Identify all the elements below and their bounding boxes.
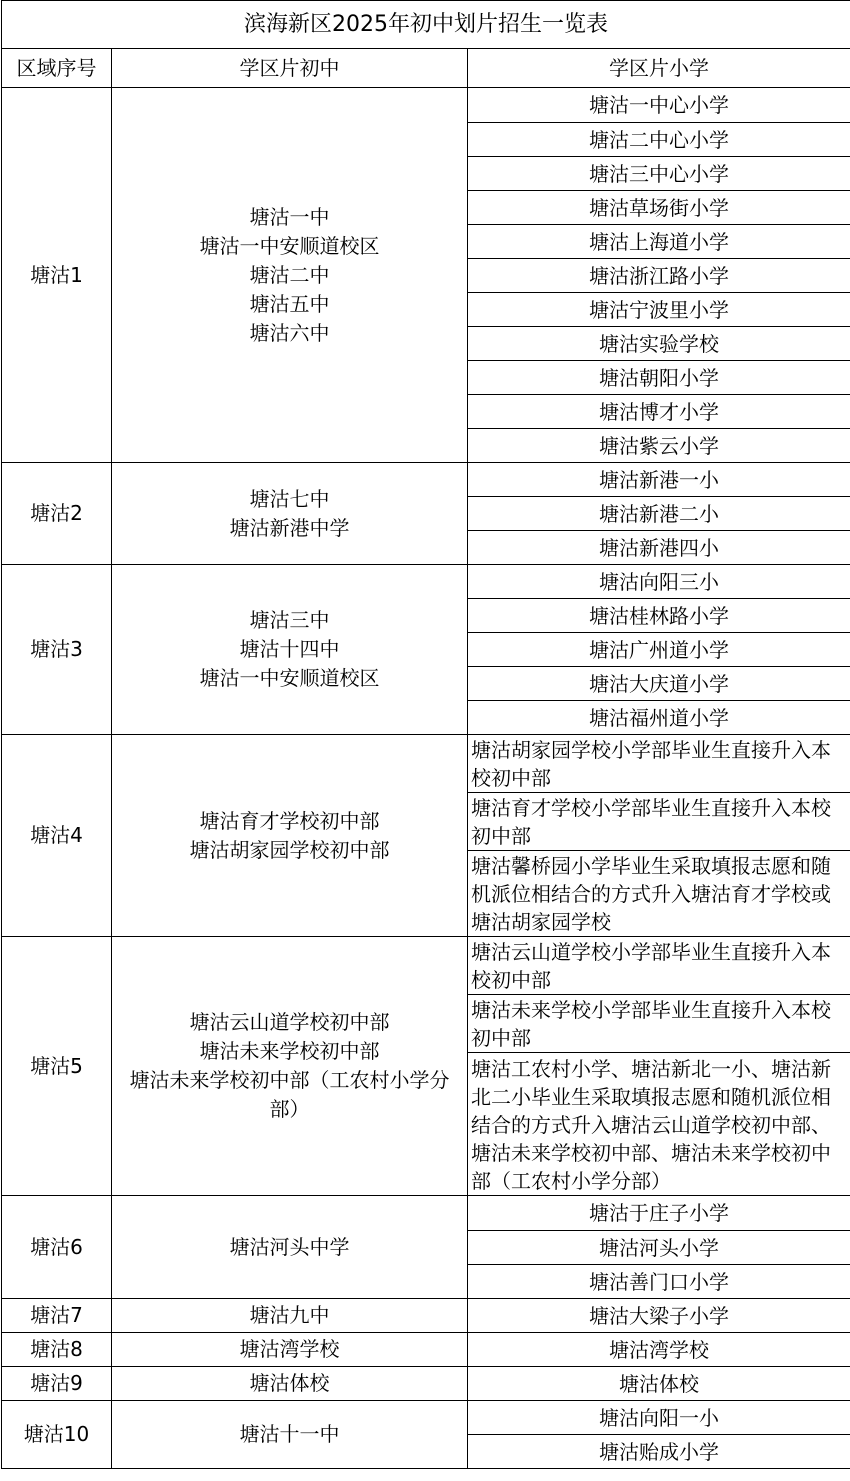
region-cell: 塘沽6	[2, 1196, 112, 1299]
region-cell: 塘沽8	[2, 1333, 112, 1367]
table-row	[2, 88, 850, 123]
middle-school-name: 塘沽河头中学	[229, 1234, 350, 1259]
table-row	[2, 1299, 850, 1333]
primary-school-cell: 塘沽新港二小	[468, 497, 850, 531]
middle-school-cell	[112, 735, 468, 937]
region-cell: 塘沽10	[2, 1401, 112, 1469]
region-cell: 塘沽7	[2, 1299, 112, 1333]
middle-school-cell	[112, 463, 468, 565]
table-row	[2, 463, 850, 497]
primary-school-cell: 塘沽善门口小学	[468, 1265, 850, 1299]
table-row	[2, 735, 850, 793]
middle-school-cell	[112, 1333, 468, 1367]
middle-school-name: 塘沽未来学校初中部（工农村小学分部）	[129, 1068, 450, 1121]
primary-school-cell: 塘沽紫云小学	[468, 429, 850, 463]
region-cell: 塘沽1	[2, 88, 112, 463]
table-row	[2, 1367, 850, 1401]
middle-school-name: 塘沽一中	[249, 204, 330, 229]
primary-school-cell: 塘沽新港四小	[468, 531, 850, 565]
primary-school-cell: 塘沽博才小学	[468, 395, 850, 429]
table-row	[2, 1196, 850, 1231]
middle-school-name: 塘沽六中	[249, 320, 330, 345]
middle-school-name: 塘沽一中安顺道校区	[199, 666, 380, 690]
middle-school-cell	[112, 1401, 468, 1469]
primary-school-cell: 塘沽于庄子小学	[468, 1196, 850, 1231]
primary-school-cell: 塘沽二中心小学	[468, 123, 850, 157]
primary-school-cell: 塘沽新港一小	[468, 463, 850, 497]
header-middle-school: 学区片初中	[112, 49, 468, 88]
primary-school-cell: 塘沽朝阳小学	[468, 361, 850, 395]
region-cell: 塘沽2	[2, 463, 112, 565]
table-body	[2, 88, 850, 1469]
primary-school-cell: 塘沽实验学校	[468, 327, 850, 361]
primary-school-cell: 塘沽胡家园学校小学部毕业生直接升入本校初中部	[468, 735, 850, 793]
middle-school-name: 塘沽未来学校初中部	[199, 1039, 380, 1063]
middle-school-name: 塘沽五中	[249, 291, 330, 316]
table-title: 滨海新区2025年初中划片招生一览表	[2, 1, 850, 49]
primary-school-cell: 塘沽三中心小学	[468, 157, 850, 191]
header-primary-school: 学区片小学	[468, 49, 850, 88]
middle-school-name: 塘沽云山道学校初中部	[189, 1010, 390, 1034]
primary-school-cell: 塘沽工农村小学、塘沽新北一小、塘沽新北二小毕业生采取填报志愿和随机派位相结合的方式升入塘沽云山道学校初中部、塘沽未来学校初中部、塘沽未来学校初中部（工农村小学分部）	[468, 1053, 850, 1196]
primary-school-cell: 塘沽贻成小学	[468, 1435, 850, 1469]
enrollment-table	[1, 0, 850, 1469]
primary-school-cell: 塘沽向阳三小	[468, 565, 850, 599]
header-region: 区域序号	[2, 49, 112, 88]
primary-school-cell: 塘沽大庆道小学	[468, 667, 850, 701]
middle-school-name: 塘沽七中	[249, 486, 330, 511]
region-cell: 塘沽3	[2, 565, 112, 735]
table-row	[2, 565, 850, 599]
primary-school-cell: 塘沽上海道小学	[468, 225, 850, 259]
middle-school-name: 塘沽育才学校初中部	[199, 808, 380, 833]
table-row	[2, 937, 850, 995]
primary-school-cell: 塘沽浙江路小学	[468, 259, 850, 293]
middle-school-name: 塘沽体校	[249, 1371, 330, 1395]
region-cell: 塘沽5	[2, 937, 112, 1196]
region-cell: 塘沽9	[2, 1367, 112, 1401]
region-cell: 塘沽4	[2, 735, 112, 937]
middle-school-cell	[112, 937, 468, 1196]
primary-school-cell: 塘沽湾学校	[468, 1333, 850, 1367]
middle-school-name: 塘沽三中	[249, 608, 330, 632]
primary-school-cell: 塘沽体校	[468, 1367, 850, 1401]
primary-school-cell: 塘沽广州道小学	[468, 633, 850, 667]
primary-school-cell: 塘沽宁波里小学	[468, 293, 850, 327]
middle-school-name: 塘沽胡家园学校初中部	[189, 837, 390, 862]
primary-school-cell: 塘沽向阳一小	[468, 1401, 850, 1435]
middle-school-name: 塘沽一中安顺道校区	[199, 233, 380, 258]
middle-school-cell	[112, 1367, 468, 1401]
primary-school-cell: 塘沽河头小学	[468, 1231, 850, 1265]
middle-school-cell	[112, 1299, 468, 1333]
primary-school-cell: 塘沽桂林路小学	[468, 599, 850, 633]
primary-school-cell: 塘沽一中心小学	[468, 88, 850, 123]
table-row	[2, 1333, 850, 1367]
middle-school-name: 塘沽九中	[249, 1303, 330, 1327]
middle-school-name: 塘沽湾学校	[239, 1337, 340, 1361]
primary-school-cell: 塘沽草场街小学	[468, 191, 850, 225]
middle-school-cell	[112, 88, 468, 463]
middle-school-cell	[112, 1196, 468, 1299]
primary-school-cell: 塘沽育才学校小学部毕业生直接升入本校初中部	[468, 793, 850, 851]
primary-school-cell: 塘沽馨桥园小学毕业生采取填报志愿和随机派位相结合的方式升入塘沽育才学校或塘沽胡家园学校	[468, 851, 850, 937]
middle-school-name: 塘沽十一中	[239, 1422, 340, 1446]
primary-school-cell: 塘沽福州道小学	[468, 701, 850, 735]
primary-school-cell: 塘沽云山道学校小学部毕业生直接升入本校初中部	[468, 937, 850, 995]
middle-school-name: 塘沽十四中	[239, 637, 340, 661]
primary-school-cell: 塘沽未来学校小学部毕业生直接升入本校初中部	[468, 995, 850, 1053]
middle-school-name: 塘沽新港中学	[229, 515, 350, 540]
middle-school-cell	[112, 565, 468, 735]
primary-school-cell: 塘沽大梁子小学	[468, 1299, 850, 1333]
table-row	[2, 1401, 850, 1435]
middle-school-name: 塘沽二中	[249, 262, 330, 287]
